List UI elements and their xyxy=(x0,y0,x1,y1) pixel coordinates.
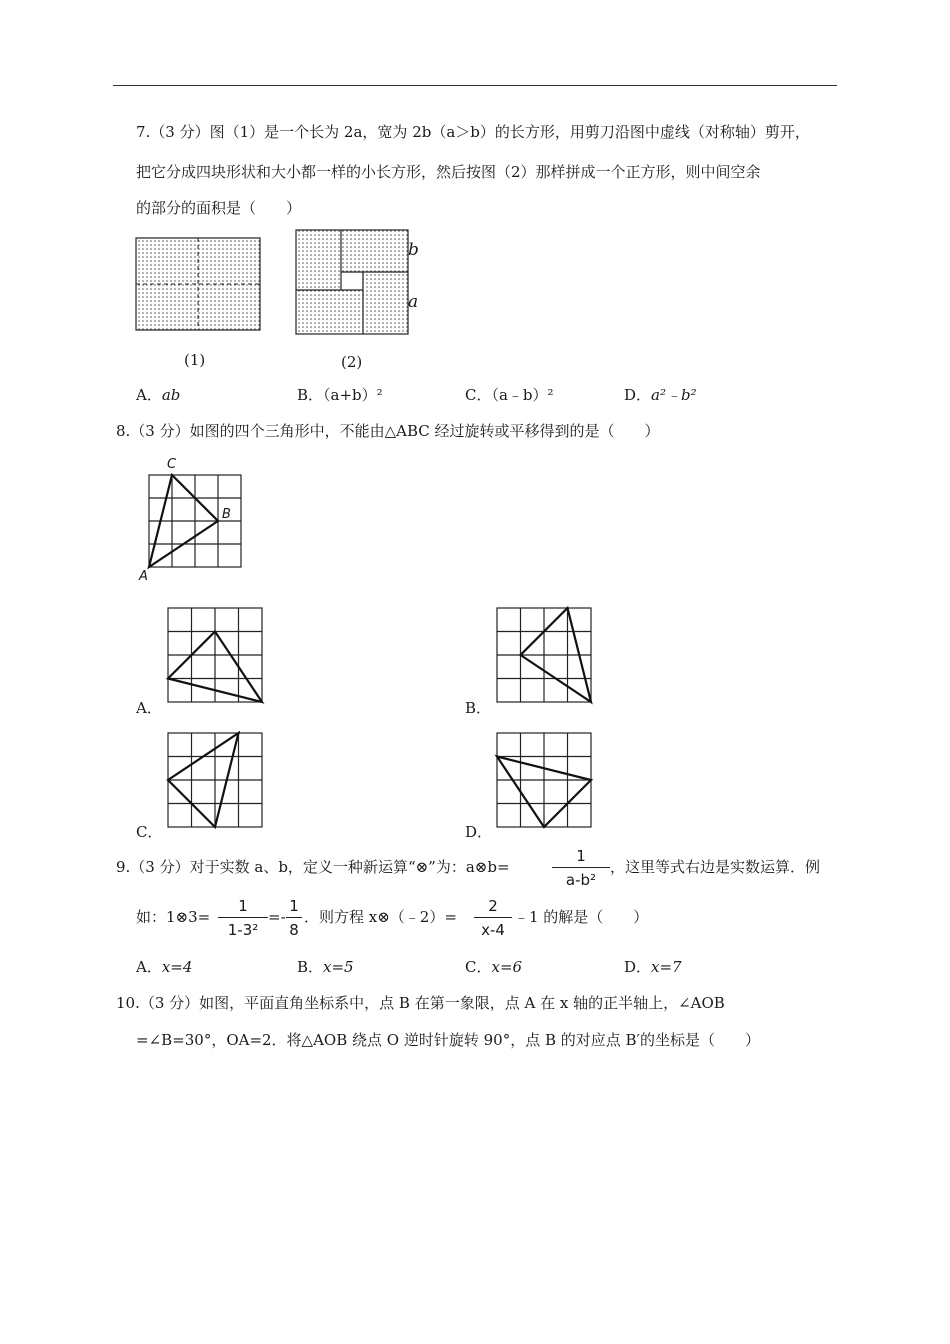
q9-text-line2-mid: ．则方程 x⊗（﹣2）= xyxy=(304,908,457,926)
q7-text-line3: 的部分的面积是（ ） xyxy=(136,199,302,217)
q8-option-c-grid xyxy=(165,730,265,830)
q9-text-line1-post: ，这里等式右边是实数运算．例 xyxy=(610,858,821,876)
q9-text-line2-post: ﹣1 的解是（ ） xyxy=(514,908,649,926)
header-rule xyxy=(113,85,837,86)
q7-figure-1 xyxy=(130,232,270,337)
q9-fraction-definition: 1 a-b² xyxy=(552,846,610,891)
q8-option-c-label: C． xyxy=(136,823,163,841)
q8-text-line1: 8.（3 分）如图的四个三角形中，不能由△ABC 经过旋转或平移得到的是（ ） xyxy=(116,422,660,440)
q10-text-line2: =∠B=30°，OA=2．将△AOB 绕点 O 逆时针旋转 90°，点 B 的对应点 B′的坐标是（ ） xyxy=(136,1031,760,1049)
q7-figure-2 xyxy=(290,226,415,338)
q7-figure-2-caption: (2) xyxy=(341,353,363,371)
q9-fraction-example: 1 1-3² xyxy=(218,896,268,941)
center-hole xyxy=(342,273,362,289)
q10-text-line1: 10.（3 分）如图，平面直角坐标系中，点 B 在第一象限，点 A 在 x 轴的正半轴上，∠AOB xyxy=(116,994,725,1012)
q9-fraction-equation: 2 x-4 xyxy=(474,896,512,941)
q8-option-a-label: A． xyxy=(136,699,162,717)
q8-option-d-label: D． xyxy=(465,823,493,841)
q9-text-line1-pre: 9.（3 分）对于实数 a、b，定义一种新运算“⊗”为：a⊗b= xyxy=(116,858,510,876)
point-label-b: B xyxy=(222,507,231,522)
q7-option-d: D．a²﹣b² xyxy=(624,386,697,404)
q9-option-a: A．x=4 xyxy=(136,958,193,976)
q7-option-c: C．（a﹣b）² xyxy=(465,386,554,404)
q9-option-c: C．x=6 xyxy=(465,958,523,976)
q8-option-d-grid xyxy=(494,730,594,830)
q8-option-b-grid xyxy=(494,605,594,705)
q7-option-a: A．ab xyxy=(136,386,181,404)
q8-option-b-label: B． xyxy=(465,699,492,717)
q9-option-d: D．x=7 xyxy=(624,958,682,976)
point-label-a: A xyxy=(139,569,148,584)
point-label-c: C xyxy=(167,457,177,472)
q7-option-b: B．（a+b）² xyxy=(297,386,383,404)
q8-reference-grid xyxy=(135,455,250,585)
q7-figure-1-caption: (1) xyxy=(184,351,206,369)
q9-text-line2-pre: 如：1⊗3= xyxy=(136,908,211,926)
q9-eq-sign: =- xyxy=(268,908,286,926)
q7-label-a: a xyxy=(408,292,419,312)
q9-option-b: B．x=5 xyxy=(297,958,354,976)
q9-fraction-result: 1 8 xyxy=(286,896,302,941)
q7-label-b: b xyxy=(408,240,419,260)
q7-text-line1: 7.（3 分）图（1）是一个长为 2a，宽为 2b（a＞b）的长方形，用剪刀沿图中虚线（对称轴）剪开， xyxy=(136,123,810,141)
q7-text-line2: 把它分成四块形状和大小都一样的小长方形，然后按图（2）那样拼成一个正方形，则中间空余 xyxy=(136,163,761,181)
q8-option-a-grid xyxy=(165,605,265,705)
